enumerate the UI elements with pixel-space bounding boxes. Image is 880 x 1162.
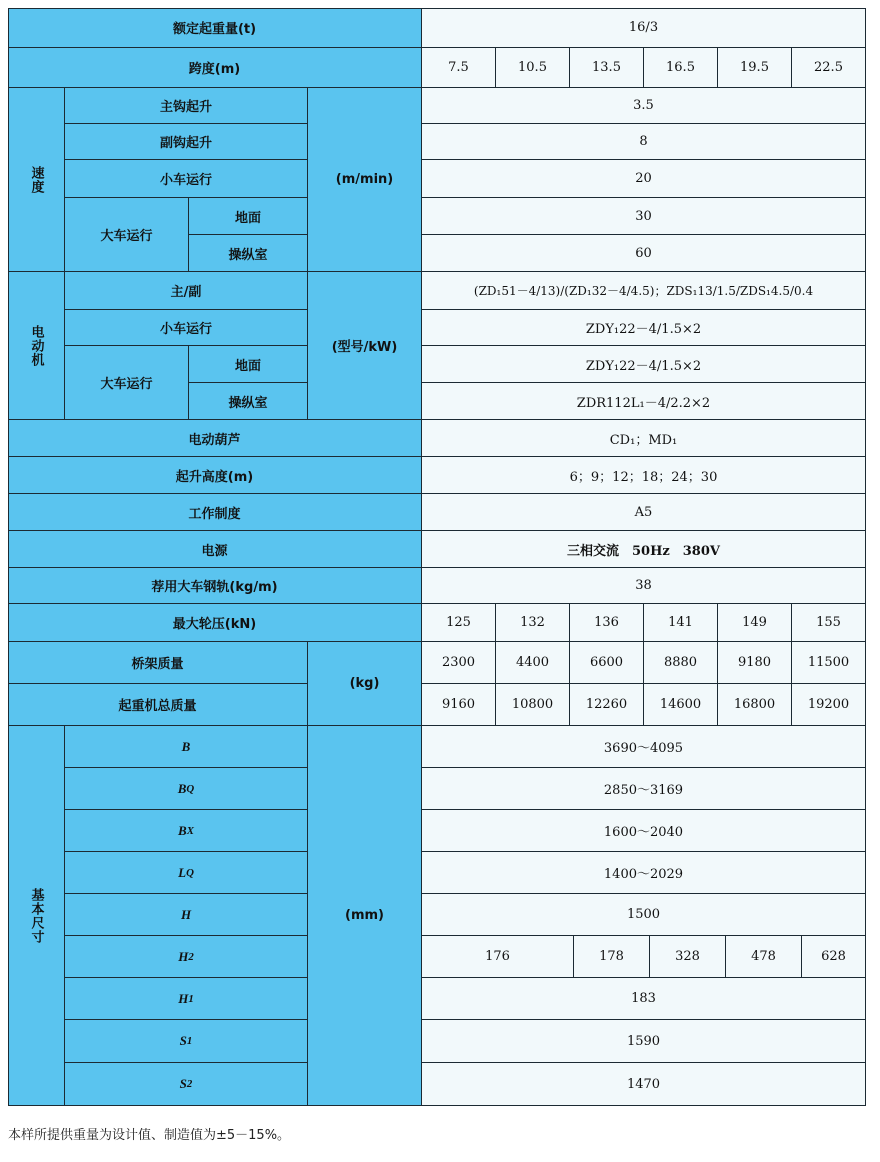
cabin-speed-value: 60	[422, 235, 866, 272]
dim-B-value: 3690～4095	[422, 726, 866, 768]
rail-label: 荐用大车钢轨(kg/m)	[8, 568, 422, 604]
dim-B-label: B	[65, 726, 308, 768]
lift-height-value: 6；9；12；18；24；30	[422, 457, 866, 494]
hoist-value: CD₁；MD₁	[422, 420, 866, 457]
dim-LQ-value: 1400～2029	[422, 852, 866, 894]
dim-H2-value: 178	[574, 936, 650, 978]
dim-BQ-label: B Q	[65, 768, 308, 810]
dims-unit: (mm)	[308, 726, 422, 1106]
ground-speed-label: 地面	[189, 198, 308, 235]
dim-H2-value: 328	[650, 936, 726, 978]
cabin-motor-label: 操纵室	[189, 383, 308, 420]
wheel-load-value: 155	[792, 604, 866, 642]
total-mass-value: 9160	[422, 684, 496, 726]
wheel-load-value: 132	[496, 604, 570, 642]
wheel-load-value: 149	[718, 604, 792, 642]
dim-H-value: 1500	[422, 894, 866, 936]
bridge-mass-value: 9180	[718, 642, 792, 684]
rail-value: 38	[422, 568, 866, 604]
dim-S1-label: S 1	[65, 1020, 308, 1063]
bridge-mass-value: 8880	[644, 642, 718, 684]
main-aux-motor-label: 主/副	[65, 272, 308, 310]
aux-hoist-value: 8	[422, 124, 866, 160]
dim-H2-value: 176	[422, 936, 574, 978]
total-mass-value: 19200	[792, 684, 866, 726]
cabin-speed-label: 操纵室	[189, 235, 308, 272]
total-mass-value: 12260	[570, 684, 644, 726]
total-mass-value: 10800	[496, 684, 570, 726]
lift-height-label: 起升高度(m)	[8, 457, 422, 494]
power-value: 三相交流 50Hz 380V	[422, 531, 866, 568]
bridge-mass-value: 6600	[570, 642, 644, 684]
trolley-speed-label: 小车运行	[65, 160, 308, 198]
dim-S2-value: 1470	[422, 1063, 866, 1106]
span-value: 13.5	[570, 48, 644, 88]
dim-BX-label: B X	[65, 810, 308, 852]
span-value: 22.5	[792, 48, 866, 88]
trolley-speed-value: 20	[422, 160, 866, 198]
total-mass-value: 14600	[644, 684, 718, 726]
footnote: 本样所提供重量为设计值、制造值为±5－15%。	[8, 1128, 291, 1143]
dim-H-label: H	[65, 894, 308, 936]
dim-BQ-value: 2850～3169	[422, 768, 866, 810]
ground-motor-value: ZDY₁22－4/1.5×2	[422, 346, 866, 383]
wheel-load-value: 136	[570, 604, 644, 642]
motor-unit: (型号/kW)	[308, 272, 422, 420]
dims-group-label: 基本尺寸	[8, 726, 65, 1106]
power-label: 电源	[8, 531, 422, 568]
dim-BX-value: 1600～2040	[422, 810, 866, 852]
ground-motor-label: 地面	[189, 346, 308, 383]
wheel-load-value: 141	[644, 604, 718, 642]
spec-table	[8, 8, 866, 1106]
dim-H2-value: 628	[802, 936, 866, 978]
rated-load-value: 16/3	[422, 8, 866, 48]
bridge-mass-value: 4400	[496, 642, 570, 684]
main-hoist-label: 主钩起升	[65, 88, 308, 124]
duty-value: A5	[422, 494, 866, 531]
duty-label: 工作制度	[8, 494, 422, 531]
total-mass-label: 起重机总质量	[8, 684, 308, 726]
speed-group-label: 速度	[8, 88, 65, 272]
wheel-load-label: 最大轮压(kN)	[8, 604, 422, 642]
span-value: 19.5	[718, 48, 792, 88]
span-value: 7.5	[422, 48, 496, 88]
wheel-load-value: 125	[422, 604, 496, 642]
ground-speed-value: 30	[422, 198, 866, 235]
span-label: 跨度(m)	[8, 48, 422, 88]
bridge-mass-label: 桥架质量	[8, 642, 308, 684]
main-aux-motor-value: (ZD₁51－4/13)/(ZD₁32－4/4.5)；ZDS₁13/1.5/ZDS₁4.5/0.4	[422, 272, 866, 310]
hoist-label: 电动葫芦	[8, 420, 422, 457]
total-mass-value: 16800	[718, 684, 792, 726]
crane-travel-motor-label: 大车运行	[65, 346, 189, 420]
dim-H2-label: H 2	[65, 936, 308, 978]
dim-LQ-label: L Q	[65, 852, 308, 894]
dim-H2-value: 478	[726, 936, 802, 978]
crane-travel-speed-label: 大车运行	[65, 198, 189, 272]
dim-S1-value: 1590	[422, 1020, 866, 1063]
span-value: 16.5	[644, 48, 718, 88]
rated-load-label: 额定起重量(t)	[8, 8, 422, 48]
main-hoist-value: 3.5	[422, 88, 866, 124]
bridge-mass-value: 11500	[792, 642, 866, 684]
dim-S2-label: S 2	[65, 1063, 308, 1106]
speed-unit: (m/min)	[308, 88, 422, 272]
mass-unit: (kg)	[308, 642, 422, 726]
dim-H1-label: H 1	[65, 978, 308, 1020]
dim-H1-value: 183	[422, 978, 866, 1020]
cabin-motor-value: ZDR112L₁－4/2.2×2	[422, 383, 866, 420]
trolley-motor-value: ZDY₁22－4/1.5×2	[422, 310, 866, 346]
motor-group-label: 电动机	[8, 272, 65, 420]
trolley-motor-label: 小车运行	[65, 310, 308, 346]
bridge-mass-value: 2300	[422, 642, 496, 684]
aux-hoist-label: 副钩起升	[65, 124, 308, 160]
span-value: 10.5	[496, 48, 570, 88]
